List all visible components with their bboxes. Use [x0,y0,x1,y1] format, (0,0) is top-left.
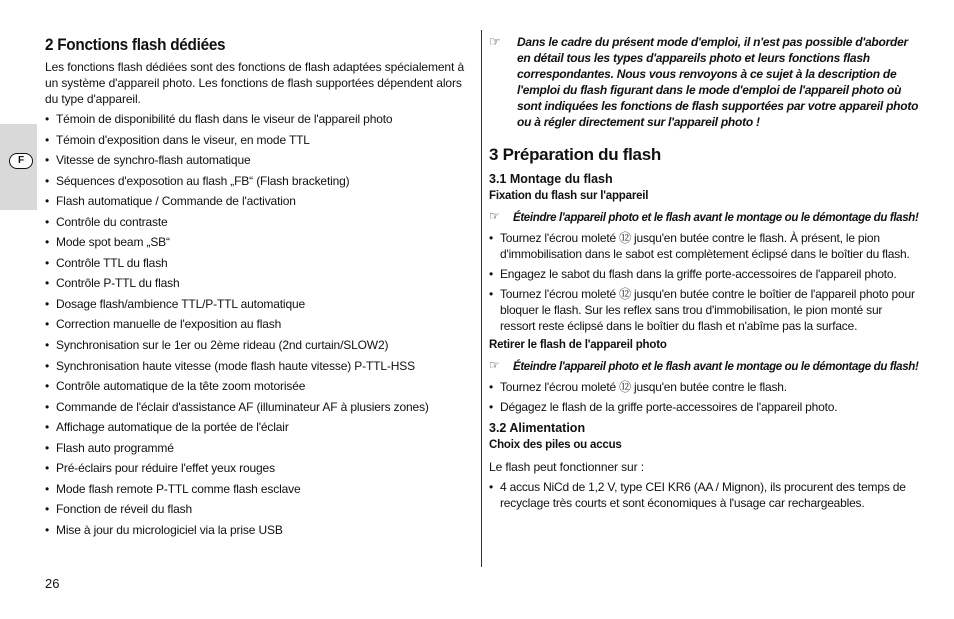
list-item: • Contrôle TTL du flash [45,255,470,271]
list-item: • Engagez le sabot du flash dans la griffe porte-accessoires de l'appareil photo. [489,266,919,282]
pointing-hand-icon: ☞ [489,34,501,49]
list-item: • Flash automatique / Commande de l'activation [45,193,470,209]
left-column [45,34,470,542]
warning-text: Éteindre l'appareil photo et le flash avant le montage ou le démontage du flash! [513,212,919,224]
note-text: Dans le cadre du présent mode d'emploi, il n'est pas possible d'aborder en détail tous les types d'appareils photo et leurs fonctions flash correspondantes. Nous vous renvoyons à ce sujet à la description de l'emploi du flash figurant dans le mode d'emploi de l'appareil photo où sont indiquées les fonctions de flash supportées par votre appareil photo ou à régler directement sur l'appareil photo ! [517,35,919,129]
subsection-title-power: 3.2 Alimentation [489,421,586,435]
note-block [489,34,919,130]
list-item: • Tournez l'écrou moleté ⑫ jusqu'en butée contre le flash. À présent, le pion d'immobilisation dans le sabot est complètement éclipsé dans le boîtier du flash. [489,230,919,262]
list-item: • Correction manuelle de l'exposition au flash [45,316,470,332]
list-item: • Mode flash remote P-TTL comme flash esclave [45,481,470,497]
list-item: • Commande de l'éclair d'assistance AF (illuminateur AF à plusiers zones) [45,399,470,415]
warning-unmount [489,357,919,375]
list-item: • Synchronisation sur le 1er ou 2ème rideau (2nd curtain/SLOW2) [45,337,470,353]
list-item: • Contrôle du contraste [45,214,470,230]
list-item: • Mise à jour du micrologiciel via la prise USB [45,522,470,538]
heading-fixation: Fixation du flash sur l'appareil [489,190,649,202]
list-item: • Mode spot beam „SB“ [45,234,470,250]
battery-intro: Le flash peut fonctionner sur : [489,460,644,474]
dedicated-functions-list [45,111,470,538]
list-item: • Contrôle automatique de la tête zoom motorisée [45,378,470,394]
section-title-preparation: 3 Préparation du flash [489,145,661,164]
list-item: • Flash auto programmé [45,440,470,456]
list-item: • Pré-éclairs pour réduire l'effet yeux rouges [45,460,470,476]
list-item: • Témoin de disponibilité du flash dans le viseur de l'appareil photo [45,111,470,127]
list-item: • Contrôle P-TTL du flash [45,275,470,291]
page-number: 26 [45,576,60,591]
list-item: • Affichage automatique de la portée de l'éclair [45,419,470,435]
list-item: • Dosage flash/ambience TTL/P-TTL automatique [45,296,470,312]
subsection-title-mounting: 3.1 Montage du flash [489,172,613,186]
list-item: • Tournez l'écrou moleté ⑫ jusqu'en butée contre le flash. [489,379,919,395]
remove-steps [489,379,919,415]
list-item: • Tournez l'écrou moleté ⑫ jusqu'en butée contre le boîtier de l'appareil photo pour bloquer le flash. Sur les reflex sans trou d'immobilisation, le pion monté sur ressort reste éclipsé dans le boîtier du flash et n'abîme pas la surface. [489,286,919,334]
right-column [489,34,919,515]
heading-remove: Retirer le flash de l'appareil photo [489,339,667,351]
column-divider [481,30,482,567]
list-item: • Synchronisation haute vitesse (mode flash haute vitesse) P-TTL-HSS [45,358,470,374]
list-item: • Fonction de réveil du flash [45,501,470,517]
intro-paragraph: Les fonctions flash dédiées sont des fonctions de flash adaptées spécialement à un système d'appareil photo. Les fonctions de flash supportées dépendent alors du type d'appareil. [45,60,465,106]
language-tab [0,124,37,210]
section-title-dedicated-functions: 2 Fonctions flash dédiées [45,35,226,54]
pointing-hand-icon: ☞ [489,209,500,223]
fixation-steps [489,230,919,334]
battery-list [489,479,919,511]
list-item: • 4 accus NiCd de 1,2 V, type CEI KR6 (AA / Mignon), ils procurent des temps de recyclage très courts et sont économiques à l'usage car rechargeables. [489,479,919,511]
warning-mount [489,208,919,226]
pointing-hand-icon: ☞ [489,358,500,372]
list-item: • Témoin d'exposition dans le viseur, en mode TTL [45,132,470,148]
heading-battery-choice: Choix des piles ou accus [489,439,622,451]
list-item: • Dégagez le flash de la griffe porte-accessoires de l'appareil photo. [489,399,919,415]
language-badge: F [9,153,33,169]
list-item: • Vitesse de synchro-flash automatique [45,152,470,168]
warning-text: Éteindre l'appareil photo et le flash avant le montage ou le démontage du flash! [513,361,919,373]
list-item: • Séquences d'exposotion au flash „FB“ (Flash bracketing) [45,173,470,189]
